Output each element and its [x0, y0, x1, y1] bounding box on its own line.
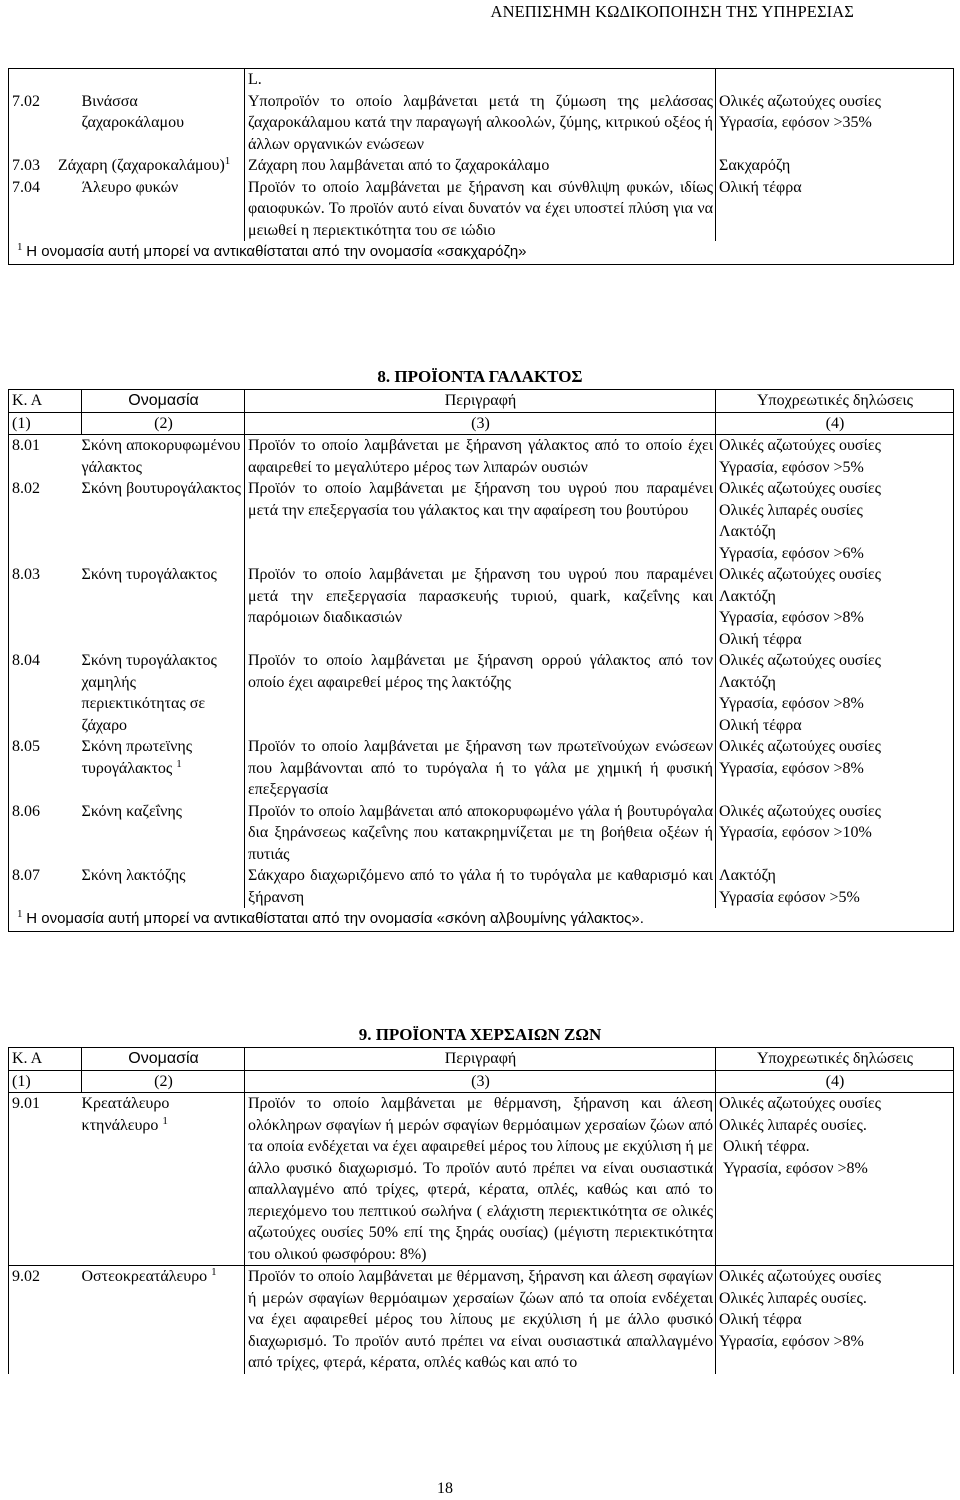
- column-header: Υποχρεωτικές δηλώσεις: [716, 1048, 954, 1071]
- section8-table: [8, 389, 954, 932]
- row-description: Υποπροϊόν το οποίο λαμβάνεται μετά τη ζύμωση της μελάσσας ζαχαροκάλαμου κατά την παραγωγή αλκοολών, ζύμης, κιτρικού οξέος ή άλλων οργανικών ενώσεων: [245, 91, 716, 156]
- row-description: Προϊόν το οποίο λαμβάνεται με ξήρανση του υγρού που παραμένει μετά την επεξεργασία παρασκευής τυριού, quark, καζεΐνης και παρόμοιων διαδικασιών: [245, 564, 716, 650]
- row-name: Σκόνη πρωτεϊνης τυρογάλακτος: [81, 738, 193, 777]
- row-code: 7.03: [12, 157, 40, 174]
- table-row: [9, 1266, 954, 1374]
- row-code: 8.02: [9, 478, 82, 564]
- row-description: Προϊόν το οποίο λαμβάνεται με ξήρανση ορρού γάλακτος από τον οποίο έχει αφαιρεθεί μέρος της λακτόζης: [245, 650, 716, 736]
- column-number: (1): [9, 412, 82, 435]
- row-name: Σκόνη βουτυρογάλακτος: [82, 478, 245, 564]
- row-description: Σάκχαρο διαχωριζόμενο από το γάλα ή το τυρόγαλα με καθαρισμό και ξήρανση: [245, 865, 716, 908]
- column-header: Κ. Α: [9, 390, 82, 413]
- row-name: Σκόνη λακτόζης: [82, 865, 245, 908]
- section7-footnote-row: [9, 241, 954, 264]
- column-header: Υποχρεωτικές δηλώσεις: [716, 390, 954, 413]
- row-name: Κρεατάλευρο κτηνάλευρο: [81, 1095, 170, 1134]
- row-description: Προϊόν το οποίο λαμβάνεται με ξήρανση και σύνθλιψη φυκών, ιδίως φαιοφυκών. Το προϊόν αυτό είναι δυνατόν να έχει υποστεί πλύση για να μειωθεί η περιεκτικότητα του σε ιώδιο: [245, 177, 716, 242]
- table-row: [9, 91, 954, 156]
- row-code: 9.02: [9, 1266, 82, 1374]
- footnote-ref: 1: [176, 757, 182, 770]
- column-number: (4): [716, 412, 954, 435]
- table-row: [9, 478, 954, 564]
- column-number: (2): [82, 412, 245, 435]
- section9-table: [8, 1047, 954, 1374]
- footnote-text: Η ονομασία αυτή μπορεί να αντικαθίσταται από την ονομασία «σακχαρόζη»: [26, 243, 527, 260]
- column-number-row: [9, 1070, 954, 1093]
- footnote-ref: 1: [224, 155, 231, 167]
- section8-title: 8. ΠΡΟΪΟΝΤΑ ΓΑΛΑΚΤΟΣ: [377, 367, 583, 386]
- section7-cont-row: [9, 69, 954, 91]
- column-header: Κ. Α: [9, 1048, 82, 1071]
- row-declarations: Ολικές αζωτούχες ουσίες Υγρασία, εφόσον >5%: [716, 435, 954, 479]
- row-description: Προϊόν το οποίο λαμβάνεται με ξήρανση γάλακτος από το οποίο έχει αφαιρεθεί το μεγαλύτερο μέρος των λιπαρών ουσιών: [245, 435, 716, 479]
- column-header: Περιγραφή: [245, 390, 716, 413]
- table-row: [9, 865, 954, 908]
- row-declarations: Ολικές αζωτούχες ουσίες Υγρασία, εφόσον >10%: [716, 801, 954, 866]
- column-header: Ονομασία: [82, 1048, 245, 1071]
- row-description: Προϊόν το οποίο λαμβάνεται από αποκορυφωμένο γάλα ή βουτυρόγαλα δια ξηράνσεως καζεΐνης που κατακρημνίζεται με τη βοήθεια οξέων ή πυτιάς: [245, 801, 716, 866]
- row-name: Σκόνη τυρογάλακτος χαμηλής περιεκτικότητας σε ζάχαρο: [82, 650, 245, 736]
- table-row: [9, 155, 954, 177]
- section7-table: [8, 68, 954, 265]
- table-row: [9, 564, 954, 650]
- row-declarations: Λακτόζη Υγρασία εφόσον >5%: [716, 865, 954, 908]
- row-declarations: Ολικές αζωτούχες ουσίες Υγρασία, εφόσον >35%: [716, 91, 954, 156]
- column-header: Ονομασία: [82, 390, 245, 413]
- column-number-row: [9, 412, 954, 435]
- section9-title: 9. ΠΡΟΪΟΝΤΑ ΧΕΡΣΑΙΩΝ ΖΩΝ: [358, 1025, 602, 1044]
- row-description: Προϊόν το οποίο λαμβάνεται με ξήρανση του υγρού που παραμένει μετά την επεξεργασία του γάλακτος και την αφαίρεση του βουτύρου: [245, 478, 716, 564]
- document-header: ΑΝΕΠΙΣΗΜΗ ΚΩΔΙΚΟΠΟΙΗΣΗ ΤΗΣ ΥΠΗΡΕΣΙΑΣ: [490, 2, 854, 21]
- table-header-row: [9, 1048, 954, 1071]
- row-code: 8.01: [9, 435, 82, 479]
- row-declarations: Ολικές αζωτούχες ουσίες Ολικές λιπαρές ουσίες. Ολική τέφρα. Υγρασία, εφόσον >8%: [716, 1093, 954, 1266]
- column-number: (1): [9, 1070, 82, 1093]
- row-name: Σκόνη καζεΐνης: [82, 801, 245, 866]
- table-row: [9, 1093, 954, 1266]
- row-declarations: Ολική τέφρα: [716, 177, 954, 242]
- footnote-mark: 1: [17, 241, 23, 253]
- row-declarations: Ολικές αζωτούχες ουσίες Λακτόζη Υγρασία, εφόσον >8% Ολική τέφρα: [716, 650, 954, 736]
- row-description: Προϊόν το οποίο λαμβάνεται με θέρμανση, ξήρανση και άλεση ολόκληρων σφαγίων ή μερών σφαγίων θερμόαιμων χερσαίων ζώων από τα οποία ενδέχεται να έχει αφαιρεθεί μέρος του λίπους με εκχύλιση ή με άλλο φυσικό διαχωρισμό. Το προϊόν αυτό πρέπει να είναι ουσιαστικά απαλλαγμένο από τρίχες, φτερά, κέρατα, οπλές, καθώς και από το περιεχόμενο του πεπτικού σωλήνα ( ελάχιστη περιεκτικότητα σε ολικές αζωτούχες ουσίες 50% επί της ξηράς ουσίας) (μέγιστη περιεκτικότητα του ολικού φωσφόρου: 8%): [245, 1093, 716, 1266]
- row-code: 8.05: [9, 736, 82, 801]
- row-code: 7.02: [9, 91, 82, 156]
- table-row: [9, 177, 954, 242]
- footnote-text: Η ονομασία αυτή μπορεί να αντικαθίσταται από την ονομασία «σκόνη αλβουμίνης γάλακτος».: [26, 910, 644, 927]
- table-header-row: [9, 390, 954, 413]
- section8-footnote-row: [9, 908, 954, 931]
- row-declarations: Ολικές αζωτούχες ουσίες Υγρασία, εφόσον >8%: [716, 736, 954, 801]
- row-code: 7.04: [9, 177, 82, 242]
- row-description: Προϊόν το οποίο λαμβάνεται με θέρμανση, ξήρανση και άλεση σφαγίων ή μερών σφαγίων θερμόαιμων χερσαίων ζώων από τα οποία ενδέχεται να έχει αφαιρεθεί μέρος του λίπους με εκχύλιση ή με άλλο φυσικό διαχωρισμό. Το προϊόν αυτό πρέπει να είναι ουσιαστικά απαλλαγμένο από τρίχες, φτερά, κέρατα, οπλές καθώς και από το: [245, 1266, 716, 1374]
- footnote-ref: 1: [211, 1266, 217, 1278]
- row-description: Προϊόν το οποίο λαμβάνεται με ξήρανση των πρωτεϊνούχων ενώσεων που λαμβάνονται από το τυρόγαλα ή το γάλα με χημική ή φυσική επεξεργασία: [245, 736, 716, 801]
- table-row: [9, 650, 954, 736]
- row-declarations: Ολικές αζωτούχες ουσίες Ολικές λιπαρές ουσίες Λακτόζη Υγρασία, εφόσον >6%: [716, 478, 954, 564]
- row-name: Ζάχαρη (ζαχαροκαλάμου): [58, 157, 225, 174]
- row-declarations: Ολικές αζωτούχες ουσίες Λακτόζη Υγρασία, εφόσον >8% Ολική τέφρα: [716, 564, 954, 650]
- row-code: 9.01: [9, 1093, 82, 1266]
- column-number: (4): [716, 1070, 954, 1093]
- row-description: Ζάχαρη που λαμβάνεται από το ζαχαροκάλαμο: [245, 155, 716, 177]
- table-row: [9, 801, 954, 866]
- row-code: 8.07: [9, 865, 82, 908]
- table-row: [9, 736, 954, 801]
- footnote-ref: 1: [162, 1114, 168, 1127]
- row-name: Άλευρο φυκών: [82, 177, 245, 242]
- row-name: Οστεοκρεατάλευρο: [81, 1268, 208, 1285]
- row-name: Βινάσσα ζαχαροκάλαμου: [82, 91, 245, 156]
- row-name: Σκόνη τυρογάλακτος: [82, 564, 245, 650]
- page-number: 18: [437, 1480, 453, 1497]
- footnote-mark: 1: [17, 908, 23, 920]
- column-number: (2): [82, 1070, 245, 1093]
- row-code: 8.06: [9, 801, 82, 866]
- table-row: [9, 435, 954, 479]
- column-header: Περιγραφή: [245, 1048, 716, 1071]
- column-number: (3): [245, 1070, 716, 1093]
- row-declarations: Ολικές αζωτούχες ουσίες Ολικές λιπαρές ουσίες. Ολική τέφρα Υγρασία, εφόσον >8%: [716, 1266, 954, 1374]
- row-name: Σκόνη αποκορυφωμένου γάλακτος: [82, 435, 245, 479]
- column-number: (3): [245, 412, 716, 435]
- row-declarations: Σακχαρόζη: [716, 155, 954, 177]
- row-code: 8.04: [9, 650, 82, 736]
- cont-marker: L.: [245, 69, 716, 91]
- row-code: 8.03: [9, 564, 82, 650]
